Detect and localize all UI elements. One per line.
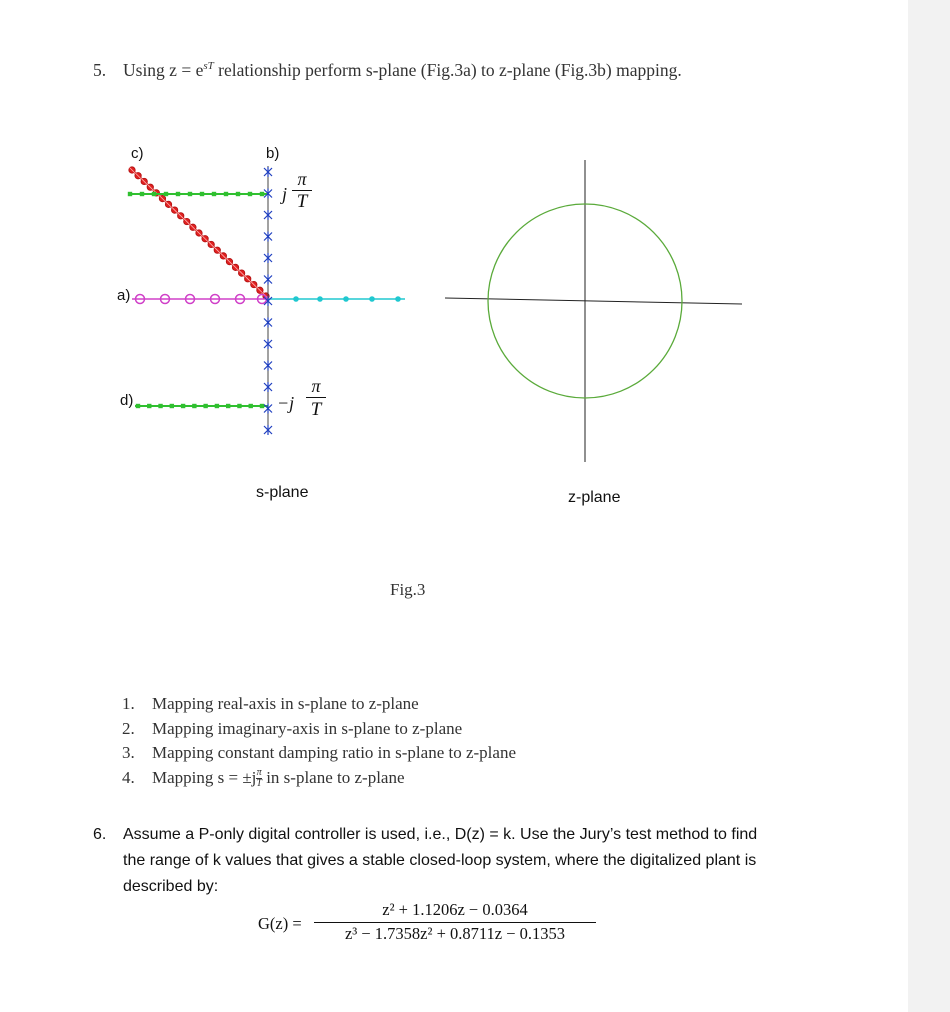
task-number: 2.	[122, 718, 135, 738]
s-plane-caption: s-plane	[256, 484, 309, 501]
frequency-marker	[188, 192, 192, 196]
upper-imag-t: T	[296, 191, 308, 212]
lower-imag-t: T	[310, 399, 322, 420]
frequency-marker	[203, 404, 207, 408]
upper-imag-j: j	[282, 184, 288, 204]
fraction-denominator: T	[256, 778, 262, 790]
frequency-marker	[147, 404, 151, 408]
task-text: Mapping real-axis in s-plane to z-plane	[152, 694, 419, 713]
frequency-marker	[158, 404, 162, 408]
question-5-text-after: relationship perform s-plane (Fig.3a) to z-plane (Fig.3b) mapping.	[213, 60, 682, 80]
question-6-number: 6.	[93, 826, 107, 843]
question-6-text: Assume a P-only digital controller is used, i.e., D(z) = k. Use the Jury’s test method to find the range of k values that gives a stable closed-loop system, where the digitalized plant is described by:	[123, 826, 758, 895]
frequency-marker	[152, 192, 156, 196]
task-number: 1.	[122, 694, 135, 713]
question-5-exponent: sT	[203, 60, 214, 73]
task-text-before: Mapping s = ±j	[152, 767, 257, 787]
question-5-number: 5.	[93, 60, 107, 80]
z-plane-real-axis	[445, 298, 742, 304]
frequency-marker	[164, 192, 168, 196]
real-axis-positive-marker	[293, 296, 299, 302]
z-plane-caption: z-plane	[568, 489, 621, 506]
upper-imag-pi: π	[292, 168, 312, 191]
lower-imag-minus-j: −j	[277, 393, 295, 413]
label-d: d)	[120, 392, 134, 409]
task-text: Mapping constant damping ratio in s-plane to z-plane	[152, 743, 516, 762]
task-number: 4.	[122, 767, 135, 787]
frequency-marker	[260, 404, 264, 408]
transfer-function-lhs: G(z) =	[258, 914, 302, 933]
figure-caption: Fig.3	[390, 580, 426, 599]
frequency-marker	[237, 404, 241, 408]
real-axis-positive-marker	[369, 296, 375, 302]
real-axis-positive-marker	[317, 296, 323, 302]
fraction-numerator: π	[256, 767, 262, 779]
lower-imag-pi: π	[306, 375, 326, 398]
frequency-marker	[200, 192, 204, 196]
real-axis-positive-marker	[395, 296, 401, 302]
right-side-panel	[908, 0, 950, 1012]
label-b: b)	[266, 145, 280, 162]
transfer-function-denominator: z³ − 1.7358z² + 0.8711z − 0.1353	[344, 924, 566, 943]
frequency-marker	[226, 404, 230, 408]
frequency-marker	[128, 192, 132, 196]
frequency-marker	[136, 404, 140, 408]
task-list	[122, 692, 516, 790]
frequency-marker	[176, 192, 180, 196]
task-item	[122, 717, 516, 742]
task-text-after: in s-plane to z-plane	[261, 767, 405, 787]
frequency-marker	[236, 192, 240, 196]
transfer-function-fraction	[314, 900, 596, 945]
task-item	[122, 741, 516, 766]
frequency-marker	[249, 404, 253, 408]
task-number: 3.	[122, 743, 135, 762]
real-axis-positive-marker	[343, 296, 349, 302]
task-item	[122, 766, 516, 791]
frequency-marker	[260, 192, 264, 196]
label-c: c)	[131, 145, 144, 162]
transfer-function-numerator: z² + 1.1206z − 0.0364	[314, 900, 596, 923]
constant-damping-markers	[129, 167, 269, 299]
frequency-marker	[192, 404, 196, 408]
frequency-marker	[248, 192, 252, 196]
frequency-marker	[215, 404, 219, 408]
frequency-marker	[140, 192, 144, 196]
frequency-marker	[181, 404, 185, 408]
frequency-marker	[212, 192, 216, 196]
question-5-text-before: Using z = e	[123, 60, 204, 80]
label-a: a)	[117, 287, 131, 304]
question-6	[93, 822, 773, 900]
frequency-marker	[170, 404, 174, 408]
frequency-marker	[224, 192, 228, 196]
task-text: Mapping imaginary-axis in s-plane to z-plane	[152, 718, 463, 738]
task-item	[122, 692, 516, 717]
